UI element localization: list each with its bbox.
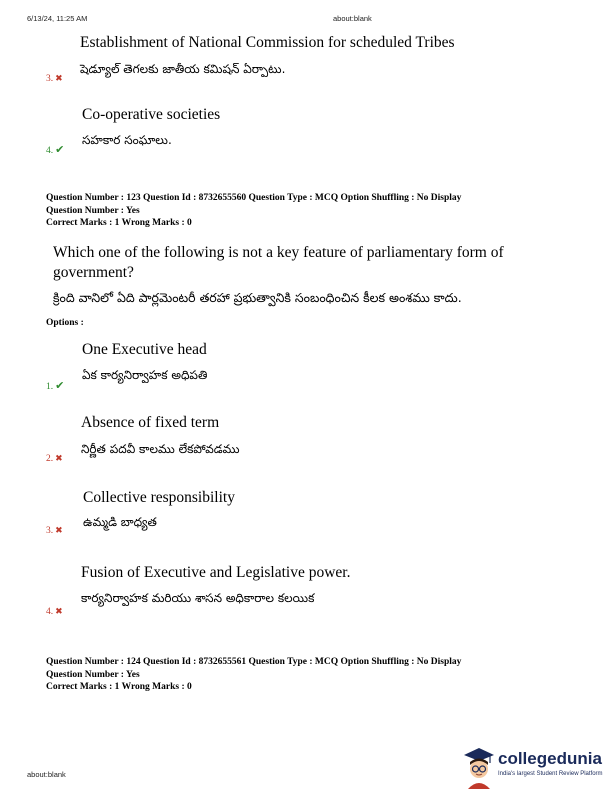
- student-mascot-icon: [462, 745, 496, 789]
- prev-option-4-text-te: సహకార సంఘాలు.: [82, 133, 172, 147]
- q123-meta: [46, 192, 461, 230]
- q123-option-1-text-te: ఏక కార్యనిర్వాహక అధిపతి: [82, 368, 208, 382]
- q123-option-4-text-te: కార్యనిర్వాహక మరియు శాసన అధికారాల కలయిక: [81, 591, 315, 605]
- logo-wordmark: collegedunia: [498, 749, 602, 768]
- prev-option-3-text-en: Establishment of National Commission for scheduled Tribes: [80, 34, 455, 51]
- q124-meta-line2: Question Number : Yes: [46, 669, 140, 680]
- q124-meta-line1: Question Number : 124 Question Id : 8732655561 Question Type : MCQ Option Shuffling : No Display: [46, 657, 462, 667]
- logo-tagline: India's largest Student Review Platform: [498, 771, 603, 777]
- q123-option-2-number: 2. ✖: [46, 453, 63, 464]
- prev-option-4-number: 4. ✔: [46, 143, 65, 156]
- q123-option-4-number: 4. ✖: [46, 606, 63, 617]
- wrong-mark-icon: ✖: [55, 453, 63, 463]
- q124-meta-line3: Correct Marks : 1 Wrong Marks : 0: [46, 682, 192, 692]
- q123-option-1-text-en: One Executive head: [82, 341, 207, 358]
- q123-option-3-number: 3. ✖: [46, 525, 63, 536]
- q123-option-1-number: 1. ✔: [46, 379, 65, 392]
- q123-option-4-text-en: Fusion of Executive and Legislative power.: [81, 564, 351, 581]
- correct-check-icon: ✔: [55, 143, 65, 156]
- prev-option-4-text-en: Co-operative societies: [82, 106, 221, 123]
- options-label: Options :: [46, 318, 84, 328]
- q123-text-te: క్రింది వానిలో ఏది పార్లమెంటరీ తరహా ప్రభుత్వానికి సంబంధించిన కీలక అంశము కాదు.: [53, 290, 462, 305]
- q123-meta-line3: Correct Marks : 1 Wrong Marks : 0: [46, 218, 192, 228]
- q123-option-3-text-en: Collective responsibility: [83, 489, 235, 506]
- q123-text-en: Which one of the following is not a key feature of parliamentary form of government?: [53, 244, 504, 281]
- prev-option-3-text-te: షెడ్యూల్ తెగలకు జాతీయ కమిషన్ ఏర్పాటు.: [80, 62, 286, 76]
- q123-option-3-text-te: ఉమ్మడి బాధ్యత: [83, 515, 157, 529]
- print-title: about:blank: [333, 14, 372, 23]
- wrong-mark-icon: ✖: [55, 525, 63, 535]
- prev-option-3-number: 3. ✖: [46, 73, 63, 84]
- print-footer-url: about:blank: [27, 770, 66, 779]
- q123-meta-line2: Question Number : Yes: [46, 205, 140, 216]
- wrong-mark-icon: ✖: [55, 73, 63, 83]
- print-datetime: 6/13/24, 11:25 AM: [27, 14, 88, 23]
- q123-option-2-text-te: నిర్ణీత పదవీ కాలము లేకపోవడము: [81, 442, 240, 456]
- collegedunia-logo: [462, 745, 612, 789]
- q123-meta-line1: Question Number : 123 Question Id : 8732655560 Question Type : MCQ Option Shuffling : No Display: [46, 193, 462, 203]
- wrong-mark-icon: ✖: [55, 606, 63, 616]
- q123-option-2-text-en: Absence of fixed term: [81, 414, 220, 431]
- correct-check-icon: ✔: [55, 379, 65, 392]
- q124-meta: [46, 656, 461, 694]
